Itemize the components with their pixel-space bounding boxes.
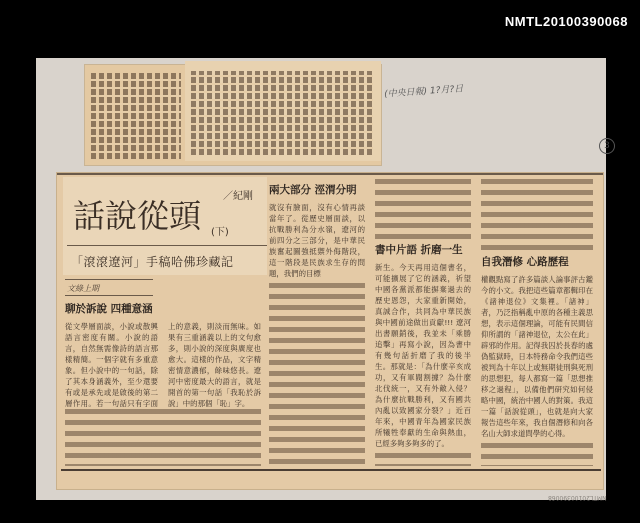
column-label: 文綠上期 xyxy=(67,284,99,293)
section-heading: 兩大部分 涇渭分明 xyxy=(269,184,357,196)
section-heading: 聊於訴說 四種意涵 xyxy=(65,303,153,315)
top-clipping-strip xyxy=(84,64,382,166)
newspaper-clipping xyxy=(56,172,604,490)
section-body: 從文學層面談，小說或散興語言密度有關。小說的語言，自然無需像詩的語言那樣精簡。一個字就有多重意象。但小說中的一句話，除了其本身涵義外，至少還要有或是承先或是啟後的第二層作用。若一句話只有字面上的意義，則淡而無味。如果有三重涵義以上的文句愈多，則小說的深度與廣度也愈大。這樣的作品，文字精密情意濃郁，餘味悠長。遼河中密度最大的語言，就是開首的第一句話「我恥於訴說」中的那個「恥」字。 xyxy=(65,322,261,408)
text-column xyxy=(269,179,365,466)
section-body: 新生。今天再用這個書名，可能擴展了它的涵義，祈望中國各黨派都能摒棄過去的歷史恩怨，大家重新開始，真誠合作，共同為中華民族與中國前途做出貢獻!!! 遼河出書願銷後，我並未「乘勝追擊」再寫小說，因為書中有幾句話折磨了我的後半生。那就是：「為什麼辛亥成功，又有軍閥割據？為什麼北伐統一，又有外敵入侵？為什麼抗戰勝利，又有國共內亂以致國家分裂？」近百年來，中國青年為國家民族所犧牲奉獻的生命與熱血，已經多夠多夠多的了。 xyxy=(375,263,471,448)
divider xyxy=(65,295,153,296)
title-box xyxy=(63,177,267,275)
archive-id-label: NMTL20100390068 xyxy=(504,14,628,29)
section-heading: 自我潛修 心路歷程 xyxy=(481,256,569,268)
text-texture xyxy=(375,179,471,239)
section-body: 權觀點寫了許多篇談人論事評古鑑今的小文。我把這些篇章都輯印在《諸神退位》文集裡。「諸神」者，乃泛指稱亂中原的各種主義思想，表示這個理論，可能有民間信仰所謂的「諸神退位，太公在此」辟邪的作用。記得我囚於長春的處偽監獄時，日本特務命令我們這些被判為十年以上或無期徒刑與死刑的思想犯，每人都寫一篇「思想推移之過程」，以備他們研究如何侵略中國，統治中國人的對策。我這一篇「話說從頭」，也就是向大家報告這些年來，我自個潛修和向各名山大師求道問學的心得。 xyxy=(481,275,593,438)
article-author: ／紀剛 xyxy=(223,191,253,202)
article-title: 話說從頭 xyxy=(73,197,202,235)
text-texture xyxy=(65,409,261,466)
text-column xyxy=(375,179,471,466)
handwritten-note: (中央日報) 1?月?日 xyxy=(383,84,464,100)
text-texture xyxy=(375,453,471,466)
vertical-text-block xyxy=(191,71,373,155)
clipping-piece xyxy=(185,61,381,161)
page-number: 3 xyxy=(599,138,615,154)
section-body: 就沒有臉面，沒有心情再談當年了。從歷史層面談，以抗戰勝利為分水嶺，遼河的前四分之三部分，是中華民族奮起圖強抵禦外侮階段，這一階段是民族求生存的問題，我們的目標 xyxy=(269,203,365,278)
article-part: (下) xyxy=(211,227,229,238)
divider xyxy=(67,245,267,246)
text-texture xyxy=(481,179,593,251)
divider xyxy=(57,173,603,175)
text-texture xyxy=(481,443,593,466)
divider xyxy=(65,279,153,280)
text-column xyxy=(65,298,261,466)
vertical-text-block xyxy=(91,73,181,159)
section-heading: 書中片語 折磨一生 xyxy=(375,244,463,256)
text-texture xyxy=(269,283,365,466)
article-subtitle: 「滾滾遼河」手稿哈佛珍藏記 xyxy=(71,255,234,269)
footer-archive-id: NMTL20100390068 xyxy=(548,494,607,501)
text-column xyxy=(481,179,593,466)
divider xyxy=(61,469,601,471)
